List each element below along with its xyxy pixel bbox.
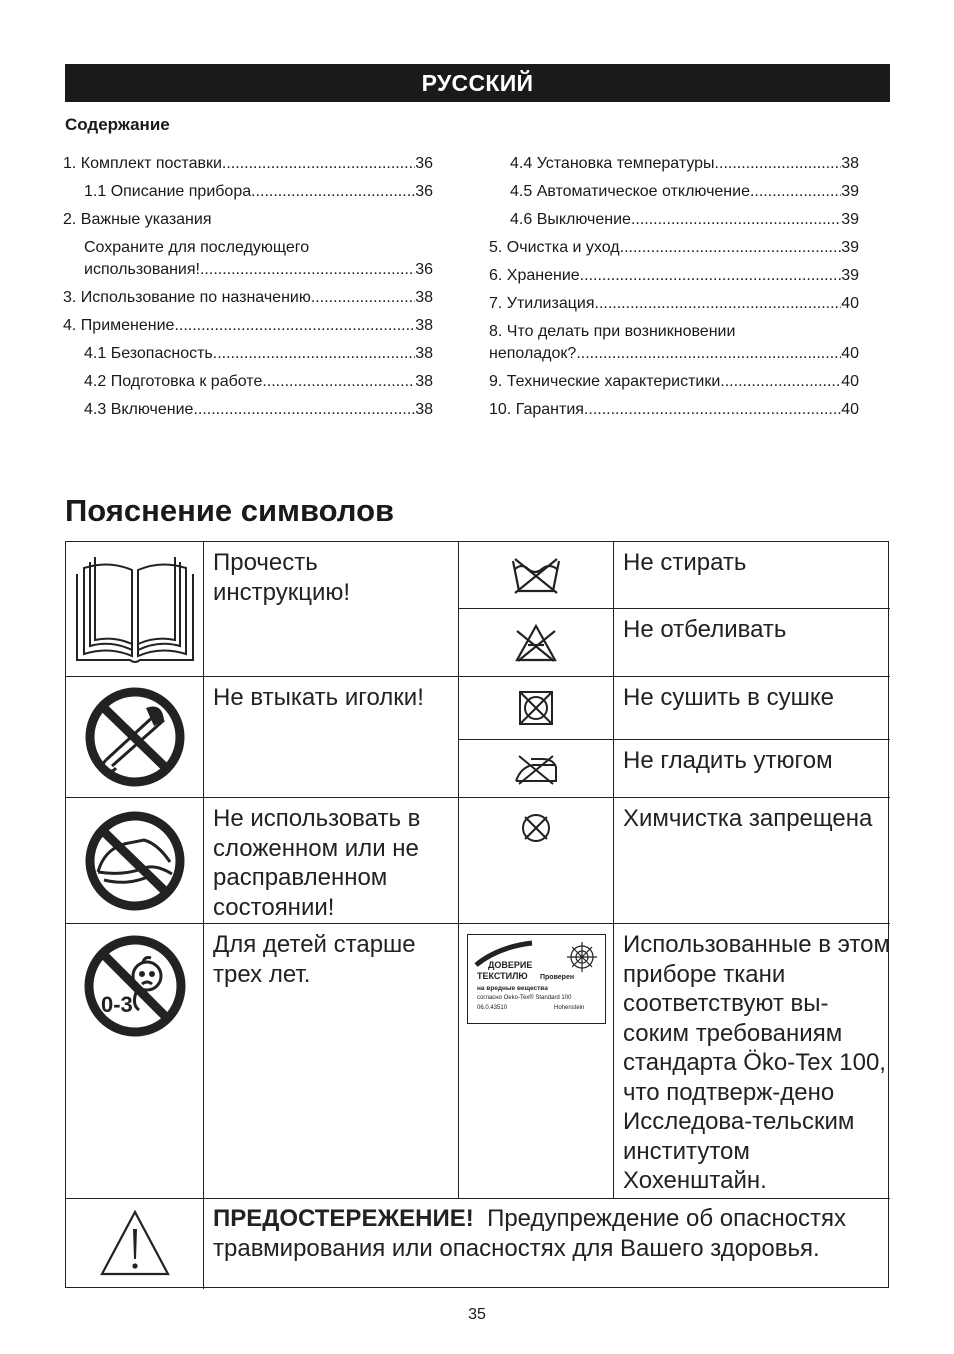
toc-entry-title: 7. Утилизация [489, 295, 595, 312]
no-dry-clean-text: Химчистка запрещена [623, 805, 873, 832]
toc-entry [63, 284, 433, 312]
toc-entry-title: 4.2 Подготовка к работе [84, 373, 263, 390]
toc-entry-page: 39 [841, 183, 859, 200]
toc-entry-page: 40 [841, 401, 859, 418]
toc-entry-title: 10. Гарантия [489, 401, 584, 418]
toc-entry-page: 38 [415, 317, 433, 334]
toc-entry-page: 40 [841, 345, 859, 362]
toc-entry [489, 206, 859, 234]
toc-entry-title: 4. Применение [63, 317, 175, 334]
toc-entry-page: 40 [841, 295, 859, 312]
toc-entry [63, 340, 433, 368]
toc-entry [489, 290, 859, 318]
oeko-tex-label [467, 934, 606, 1024]
toc-entry-title: использования! [84, 261, 200, 278]
toc-entry-title: 1.1 Описание прибора [84, 183, 252, 200]
toc-entry [63, 150, 433, 178]
toc-entry-title: 4.1 Безопасность [84, 345, 213, 362]
no-bleach-text: Не отбеливать [623, 616, 787, 643]
toc-leader-dots [576, 343, 841, 365]
toc-entry-page: 36 [415, 261, 433, 278]
oeko-line1: ДОВЕРИЕ [488, 960, 533, 970]
toc-entry-title: 9. Технические характеристики [489, 373, 721, 390]
age-range-label: 0-3 [101, 992, 133, 1017]
book-icon [70, 548, 200, 672]
toc-entry-title: 4.4 Установка температуры [510, 155, 715, 172]
oeko-line3: на вредные вещества [477, 985, 548, 992]
oeko-line2: ТЕКСТИЛЮ [477, 971, 528, 981]
toc-leader-dots [200, 259, 415, 281]
toc-entry-page: 38 [415, 373, 433, 390]
no-iron-icon [459, 740, 613, 797]
warning-label: ПРЕДОСТЕРЕЖЕНИЕ! [213, 1205, 474, 1232]
toc-entry-page: 38 [841, 155, 859, 172]
toc-entry [489, 396, 859, 424]
age-restriction-icon [70, 924, 200, 1044]
toc-leader-dots [222, 150, 415, 178]
toc-entry [63, 237, 433, 281]
children-text: Для детей старше трех лет. [213, 931, 416, 988]
toc-leader-dots [584, 396, 841, 424]
toc-entry [489, 150, 859, 178]
toc-entry-page: 39 [841, 267, 859, 284]
no-tumble-dry-icon [459, 677, 613, 739]
no-folded-use-icon [70, 798, 200, 923]
toc-leader-dots [720, 368, 841, 396]
symbols-table [65, 541, 889, 1288]
toc-entry [63, 312, 433, 340]
toc-entry-page: 39 [841, 239, 859, 256]
toc-leader-dots [251, 178, 415, 206]
toc-right-column [489, 150, 859, 424]
no-folded-use-text: Не использовать в сложенном или не расправленном состоянии! [213, 805, 421, 921]
warning-description: Предупреждение об опасностях травмирования или опасностях для Вашего здоровья. [213, 1205, 847, 1262]
toc-leader-dots [174, 312, 415, 340]
page-number: 35 [468, 1306, 486, 1323]
toc-leader-dots [311, 284, 415, 312]
toc-entry [489, 234, 859, 262]
toc-entry-page: 38 [415, 345, 433, 362]
toc-leader-dots [580, 262, 842, 290]
toc-entry [63, 206, 433, 234]
toc-entry [63, 396, 433, 424]
toc-leader-dots [620, 234, 842, 262]
toc-entry [489, 321, 859, 365]
toc-entry-title: 2. Важные указания [63, 211, 212, 228]
toc-entry-title-line1: 8. Что делать при возникновении [489, 323, 736, 340]
toc-leader-dots [715, 150, 842, 178]
toc-entry-title: 6. Хранение [489, 267, 580, 284]
toc-leader-dots [213, 340, 415, 368]
oeko-institute: Hohenstein [554, 1005, 585, 1011]
language-banner [65, 64, 890, 102]
no-wash-text: Не стирать [623, 549, 747, 576]
oeko-code: 06.0.43510 [477, 1005, 508, 1011]
toc-entry-page: 36 [415, 183, 433, 200]
toc-heading: Содержание [65, 115, 170, 134]
toc-leader-dots [262, 368, 415, 396]
no-needles-text: Не втыкать иголки! [213, 684, 424, 711]
toc-entry [63, 178, 433, 206]
warning-text [204, 1199, 890, 1264]
toc-entry-title: 5. Очистка и уход [489, 239, 620, 256]
toc-left-column [63, 150, 433, 424]
toc-entry [63, 368, 433, 396]
toc-entry-page: 38 [415, 401, 433, 418]
oeko-line4: согласно Oeko-Tex® Standard 100 [477, 995, 572, 1001]
read-instructions-text: Прочесть инструкцию! [213, 549, 351, 606]
no-needles-icon [70, 677, 200, 797]
toc-entry-title: 1. Комплект поставки [63, 155, 222, 172]
oeko-checked: Проверен [540, 974, 575, 981]
no-wash-icon [459, 542, 613, 608]
toc-entry-title: 4.3 Включение [84, 401, 194, 418]
toc-leader-dots [631, 206, 841, 234]
symbols-section-title: Пояснение символов [65, 493, 395, 528]
toc-entry [489, 368, 859, 396]
toc-leader-dots [750, 178, 841, 206]
toc-entry-page: 36 [415, 155, 433, 172]
oeko-tex-text: Использованные в этом приборе ткани соответствуют вы-соким требованиям стандарта Öko-Tex 100, что подтверж-дено Исследова-тельским институтом Хохенштайн. [623, 931, 890, 1194]
no-dry-clean-icon [459, 798, 613, 858]
toc-entry-title-line1: Сохраните для последующего [84, 239, 310, 256]
toc-entry-page: 39 [841, 211, 859, 228]
toc-entry-title: 4.6 Выключение [510, 211, 631, 228]
toc-leader-dots [595, 290, 842, 318]
toc-entry-page: 40 [841, 373, 859, 390]
no-bleach-icon [459, 609, 613, 676]
toc-entry [489, 262, 859, 290]
toc-entry-page: 38 [415, 289, 433, 306]
toc-entry-title: 4.5 Автоматическое отключение [510, 183, 750, 200]
warning-icon [70, 1199, 200, 1287]
toc-entry-title: неполадок? [489, 345, 577, 362]
toc-leader-dots [193, 396, 415, 424]
toc-entry [489, 178, 859, 206]
toc-entry-title: 3. Использование по назначению [63, 289, 311, 306]
language-title: РУССКИЙ [421, 69, 534, 96]
no-tumble-dry-text: Не сушить в сушке [623, 684, 834, 711]
no-iron-text: Не гладить утюгом [623, 747, 833, 774]
